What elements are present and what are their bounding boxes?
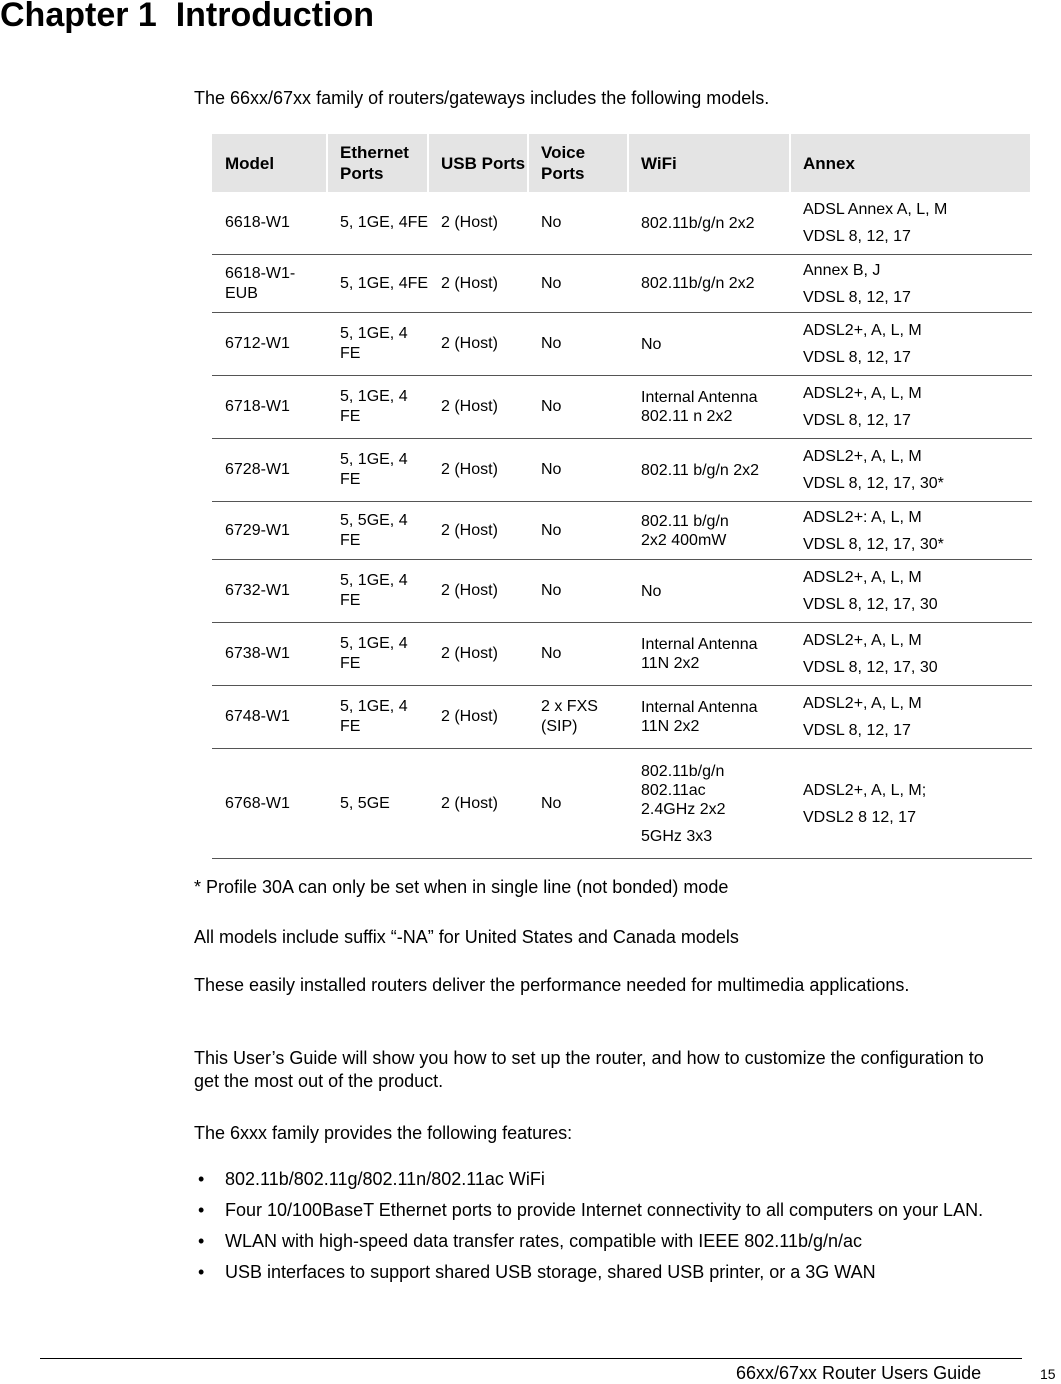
- cell-usb: 2 (Host): [429, 255, 529, 313]
- annex-line: VDSL2 8 12, 17: [803, 808, 916, 826]
- page-number: 15: [1040, 1366, 1056, 1382]
- annex-line: Annex B, J: [803, 261, 881, 279]
- cell-annex: [791, 749, 1032, 859]
- cell-ethernet: 5, 1GE, 4FE: [328, 255, 429, 313]
- cell-ethernet: 5, 5GE, 4 FE: [328, 502, 429, 560]
- bullet-icon: •: [198, 1169, 205, 1189]
- cell-model: 6712-W1: [212, 313, 328, 376]
- footer-divider: [40, 1358, 1022, 1359]
- annex-line: ADSL Annex A, L, M: [803, 201, 948, 218]
- cell-usb: 2 (Host): [429, 376, 529, 439]
- cell-annex: [791, 560, 1032, 623]
- list-item: [194, 1168, 1024, 1191]
- cell-model: 6729-W1: [212, 502, 328, 560]
- feature-text: Four 10/100BaseT Ethernet ports to provide Internet connectivity to all computers on your LAN.: [225, 1200, 984, 1220]
- wifi-line: 5GHz 3x3: [641, 827, 713, 845]
- wifi-line: 2.4GHz 2x2: [641, 800, 726, 818]
- cell-wifi: [629, 313, 791, 376]
- table-row: [212, 376, 1032, 439]
- cell-usb: 2 (Host): [429, 502, 529, 560]
- cell-voice: No: [529, 623, 629, 686]
- cell-usb: 2 (Host): [429, 560, 529, 623]
- cell-annex: [791, 623, 1032, 686]
- suffix-note: All models include suffix “-NA” for United States and Canada models: [194, 927, 739, 947]
- performance-paragraph: These easily installed routers deliver the performance needed for multimedia applications.: [194, 975, 910, 995]
- table-row: [212, 560, 1032, 623]
- guide-scope-paragraph: This User’s Guide will show you how to set up the router, and how to customize the configuration to get the most out of the product.: [194, 1048, 984, 1091]
- cell-annex: [791, 192, 1032, 255]
- annex-line: ADSL2+, A, L, M;: [803, 781, 927, 799]
- cell-wifi: [629, 255, 791, 313]
- models-table: [212, 134, 1032, 859]
- header-annex: Annex: [791, 134, 1032, 192]
- annex-line: VDSL 8, 12, 17, 30*: [803, 535, 944, 553]
- cell-ethernet: 5, 1GE, 4 FE: [328, 623, 429, 686]
- cell-model: 6748-W1: [212, 686, 328, 749]
- list-item: [194, 1261, 1024, 1284]
- cell-wifi: [629, 686, 791, 749]
- wifi-line: Internal Antenna: [641, 636, 758, 653]
- wifi-line: Internal Antenna: [641, 699, 758, 716]
- cell-annex: [791, 255, 1032, 313]
- cell-usb: 2 (Host): [429, 439, 529, 502]
- table-row: [212, 255, 1032, 313]
- cell-usb: 2 (Host): [429, 686, 529, 749]
- table-header-row: [212, 134, 1032, 192]
- wifi-line: 802.11 b/g/n: [641, 512, 729, 530]
- list-item: [194, 1230, 1024, 1253]
- cell-usb: 2 (Host): [429, 623, 529, 686]
- annex-line: ADSL2+, A, L, M: [803, 322, 922, 339]
- annex-line: ADSL2+: A, L, M: [803, 508, 922, 526]
- annex-line: ADSL2+, A, L, M: [803, 632, 922, 649]
- cell-wifi: [629, 439, 791, 502]
- annex-line: VDSL 8, 12, 17: [803, 722, 911, 739]
- feature-text: USB interfaces to support shared USB storage, shared USB printer, or a 3G WAN: [225, 1262, 876, 1282]
- profile-note: * Profile 30A can only be set when in single line (not bonded) mode: [194, 877, 729, 897]
- footer-title: 66xx/67xx Router Users Guide: [736, 1363, 982, 1383]
- cell-ethernet: 5, 1GE, 4 FE: [328, 313, 429, 376]
- cell-wifi: [629, 560, 791, 623]
- features-intro: The 6xxx family provides the following features:: [194, 1123, 573, 1143]
- cell-voice: No: [529, 192, 629, 255]
- table-row: [212, 192, 1032, 255]
- wifi-line: 802.11 n 2x2: [641, 408, 733, 425]
- table-row: [212, 623, 1032, 686]
- wifi-line: 802.11b/g/n 2x2: [641, 214, 755, 232]
- annex-line: ADSL2+, A, L, M: [803, 569, 922, 586]
- annex-line: VDSL 8, 12, 17, 30: [803, 659, 938, 676]
- annex-line: VDSL 8, 12, 17: [803, 412, 911, 429]
- cell-annex: [791, 686, 1032, 749]
- cell-voice: No: [529, 749, 629, 859]
- cell-model: 6618-W1-EUB: [212, 255, 328, 313]
- features-list: [194, 1168, 1024, 1292]
- cell-ethernet: 5, 5GE: [328, 749, 429, 859]
- cell-voice: No: [529, 255, 629, 313]
- cell-model: 6728-W1: [212, 439, 328, 502]
- cell-annex: [791, 439, 1032, 502]
- chapter-title: Chapter 1 Introduction: [0, 0, 374, 34]
- header-voice-ports: Voice Ports: [529, 134, 629, 192]
- table-row: [212, 313, 1032, 376]
- cell-voice: No: [529, 560, 629, 623]
- wifi-line: 802.11 b/g/n 2x2: [641, 461, 760, 479]
- header-wifi: WiFi: [629, 134, 791, 192]
- wifi-line: 802.11ac: [641, 781, 706, 799]
- wifi-line: No: [641, 582, 662, 600]
- bullet-icon: •: [198, 1200, 205, 1220]
- annex-line: VDSL 8, 12, 17, 30: [803, 596, 938, 613]
- wifi-line: 802.11b/g/n: [641, 762, 725, 780]
- cell-voice: No: [529, 376, 629, 439]
- cell-ethernet: 5, 1GE, 4 FE: [328, 439, 429, 502]
- cell-annex: [791, 376, 1032, 439]
- wifi-line: Internal Antenna: [641, 389, 758, 406]
- cell-model: 6738-W1: [212, 623, 328, 686]
- wifi-line: 11N 2x2: [641, 655, 700, 672]
- wifi-line: No: [641, 335, 662, 353]
- cell-wifi: [629, 502, 791, 560]
- feature-text: WLAN with high-speed data transfer rates, compatible with IEEE 802.11b/g/n/ac: [225, 1231, 863, 1251]
- cell-voice: 2 x FXS (SIP): [529, 686, 629, 749]
- table-row: [212, 749, 1032, 859]
- cell-usb: 2 (Host): [429, 192, 529, 255]
- annex-line: VDSL 8, 12, 17, 30*: [803, 475, 944, 492]
- bullet-icon: •: [198, 1231, 205, 1251]
- wifi-line: 2x2 400mW: [641, 531, 727, 549]
- annex-line: VDSL 8, 12, 17: [803, 288, 911, 306]
- wifi-line: 802.11b/g/n 2x2: [641, 275, 755, 292]
- annex-line: ADSL2+, A, L, M: [803, 695, 922, 712]
- header-ethernet-ports: Ethernet Ports: [328, 134, 429, 192]
- cell-wifi: [629, 192, 791, 255]
- cell-wifi: [629, 623, 791, 686]
- annex-line: ADSL2+, A, L, M: [803, 448, 922, 465]
- cell-wifi: [629, 376, 791, 439]
- intro-paragraph: The 66xx/67xx family of routers/gateways includes the following models.: [194, 88, 770, 108]
- header-model: Model: [212, 134, 328, 192]
- cell-annex: [791, 313, 1032, 376]
- cell-usb: 2 (Host): [429, 749, 529, 859]
- table-row: [212, 686, 1032, 749]
- cell-voice: No: [529, 313, 629, 376]
- header-usb-ports: USB Ports: [429, 134, 529, 192]
- table-row: [212, 439, 1032, 502]
- cell-ethernet: 5, 1GE, 4 FE: [328, 560, 429, 623]
- cell-voice: No: [529, 439, 629, 502]
- cell-ethernet: 5, 1GE, 4FE: [328, 192, 429, 255]
- cell-wifi: [629, 749, 791, 859]
- wifi-line: 11N 2x2: [641, 718, 700, 735]
- cell-ethernet: 5, 1GE, 4 FE: [328, 686, 429, 749]
- bullet-icon: •: [198, 1262, 205, 1282]
- cell-ethernet: 5, 1GE, 4 FE: [328, 376, 429, 439]
- cell-model: 6732-W1: [212, 560, 328, 623]
- feature-text: 802.11b/802.11g/802.11n/802.11ac WiFi: [225, 1169, 545, 1189]
- cell-annex: [791, 502, 1032, 560]
- list-item: [194, 1199, 1024, 1222]
- cell-model: 6718-W1: [212, 376, 328, 439]
- cell-model: 6618-W1: [212, 192, 328, 255]
- cell-model: 6768-W1: [212, 749, 328, 859]
- cell-usb: 2 (Host): [429, 313, 529, 376]
- cell-voice: No: [529, 502, 629, 560]
- table-row: [212, 502, 1032, 560]
- annex-line: ADSL2+, A, L, M: [803, 385, 922, 402]
- annex-line: VDSL 8, 12, 17: [803, 228, 911, 245]
- annex-line: VDSL 8, 12, 17: [803, 349, 911, 366]
